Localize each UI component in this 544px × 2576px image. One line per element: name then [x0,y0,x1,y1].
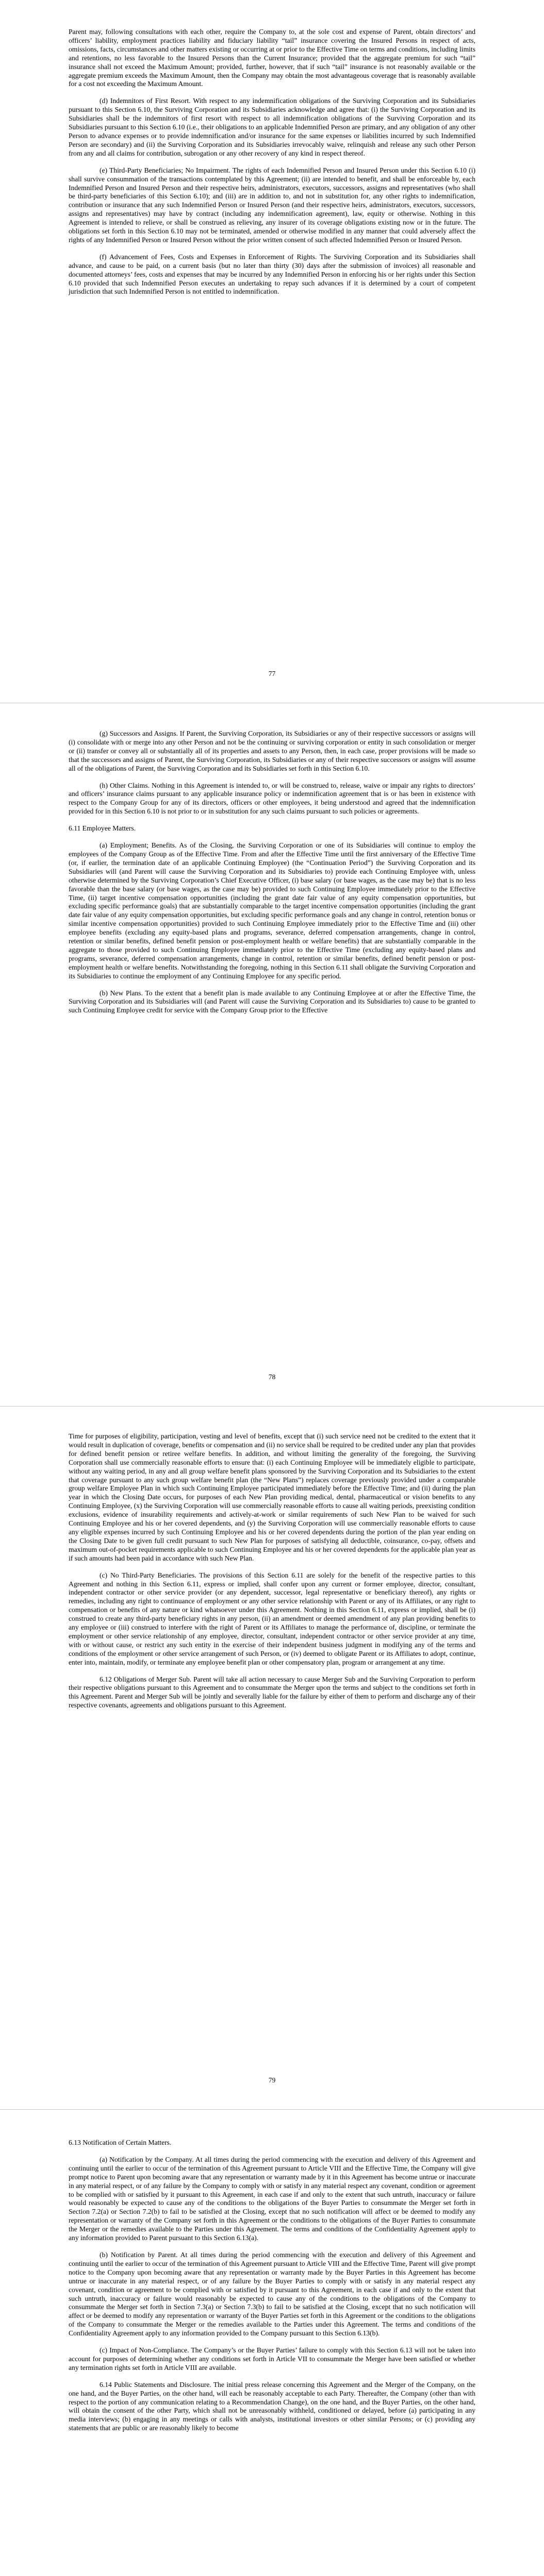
paragraph: Parent may, following consultations with each other, require the Company to, at the sole cost and expense of Parent, obtain directors’ and officers’ liability, employment practices liability and fiduciary liability “tail” insurance covering the Insured Persons in respect of acts, omissions, facts, circumstances and other matters existing or occurring at or prior to the Effective Time on terms and conditions, including limits and retentions, no less favorable to the Insured Persons than the Current Insurance; provided that the aggregate premium for such “tail” insurance shall not exceed the Maximum Amount; provided, further, however, that if such “tail” insurance is not reasonably available or the aggregate premium exceeds the Maximum Amount, then the Company may obtain the most advantageous coverage that is reasonably available for a cost not exceeding the Maximum Amount. [69,28,475,88]
paragraph-impact-of-non-compliance: (c) Impact of Non-Compliance. The Company’s or the Buyer Parties’ failure to comply with this Section 6.13 will not be taken into account for purposes of determining whether any conditions set forth in Article VII to consummate the Merger have been satisfied or whether any termination rights set forth in Article VIII are available. [69,2346,475,2371]
paragraph-notification-by-parent: (b) Notification by Parent. At all times during the period commencing with the execution and delivery of this Agreement and continuing until the earlier to occur of the termination of this Agreement pursuant to Article VIII and the Effective Time, Parent will give prompt notice to the Company upon becoming aware that any representation or warranty made by the Buyer Parties in this Agreement has become untrue or inaccurate in any material respect, or of any failure by the Buyer Parties to comply with or satisfy in any material respect any covenant, condition or agreement to be complied with or satisfied by it pursuant to this Agreement, in each case if and only to the extent that such untruth, inaccuracy or failure would reasonably be expected to cause any of the conditions to the obligations of the Company to consummate the Merger set forth in Section 7.3(a) or Section 7.3(b) to fail to be satisfied at the Closing, except that no such notification will affect or be deemed to modify any representation or warranty of the Buyer Parties set forth in this Agreement or the conditions to the obligations of the Company to consummate the Merger or the remedies available to the Parties under this Agreement. The terms and conditions of the Confidentiality Agreement apply to any information provided to the Company pursuant to this Section 6.13(b). [69,2250,475,2337]
page-number: 77 [268,670,276,677]
paragraph-employment-benefits: (a) Employment; Benefits. As of the Closing, the Surviving Corporation or one of its Subsidiaries will continue to employ the employees of the Company Group as of the Effective Time. From and after the Effective Time until the first anniversary of the Effective Time (or, if earlier, the termination date of an applicable Continuing Employee) (the “Continuation Period”) the Surviving Corporation and its Subsidiaries will (and Parent will cause the Surviving Corporation and its Subsidiaries to) provide each Continuing Employee with, unless otherwise determined by the Surviving Corporation’s Chief Executive Officer, (i) base salary (or base wages, as the case may be) that is no less favorable than the base salary (or base wages, as the case may be) provided to such Continuing Employee immediately prior to the Effective Time, (ii) target incentive compensation opportunities (including the grant date fair value of any equity compensation opportunities, but excluding specific performance goals) that are substantially comparable to the target incentive compensation opportunities (including the grant date fair value of any equity compensation opportunities, but excluding specific performance goals and any change in control, retention bonus or similar incentive compensation opportunities) provided to such Continuing Employee immediately prior to the Effective Time and (iii) other employee benefits (excluding any equity-based plans and programs, severance, deferred compensation arrangements, change in control, retention or similar benefits, defined benefit pension or post-employment health or welfare benefits) that are substantially comparable in the aggregate to those provided to such Continuing Employee immediately prior to the Effective Time (excluding any equity-based plans and programs, severance, deferred compensation arrangements, change in control, retention or similar benefits, defined benefit pension or post-employment health or welfare benefits. Notwithstanding the foregoing, nothing in this Section 6.11 shall obligate the Surviving Corporation and its Subsidiaries to continue the employment of any Continuing Employee for any specific period. [69,841,475,980]
paragraph-public-statements: 6.14 Public Statements and Disclosure. The initial press release concerning this Agreement and the Merger of the Company, on the one hand, and the Buyer Parties, on the other hand, will each be reasonably acceptable to each Party. Thereafter, the Company (other than with respect to the portion of any communication relating to a Recommendation Change), on the one hand, and the Buyer Parties, on the other hand, will obtain the consent of the other Party, which shall not be unreasonably withheld, conditioned or delayed, before (a) participating in any media interviews; (b) engaging in any meetings or calls with analysts, institutional investors or other similar Persons; or (c) providing any statements that are public or are reasonably likely to become [69,2380,475,2432]
paragraph-third-party-beneficiaries: (e) Third-Party Beneficiaries; No Impairment. The rights of each Indemnified Person and Insured Person under this Section 6.10 (i) shall survive consummation of the transactions contemplated by this Agreement; (ii) are intended to benefit, and shall be enforceable by, each Indemnified Person and Insured Person and their respective heirs, administrators, executors, successors, assigns and representatives (who shall be third-party beneficiaries of this Section 6.10); and (iii) are in addition to, and not in substitution for, any other rights to indemnification, contribution or insurance that any such Indemnified Person or Insured Person (and their respective heirs, administrators, executors, successors, assigns and representatives) may have by contract (including any indemnification agreement), law, equity or otherwise. Nothing in this Agreement is intended to relieve, or shall be construed as relieving, any insurer of its coverage obligations existing now or in the future. The obligations set forth in this Section 6.10 may not be terminated, amended or otherwise modified in any manner that could adversely affect the rights of any Indemnified Person or Insured Person without the prior written consent of such affected Indemnified Person or Insured Person. [69,166,475,244]
paragraph-advancement-of-fees: (f) Advancement of Fees, Costs and Expenses in Enforcement of Rights. The Surviving Corporation and its Subsidiaries shall advance, and cause to be paid, on a current basis (but no later than thirty (30) days after the submission of invoices) all reasonable and documented attorneys’ fees, costs and expenses that may be incurred by any Indemnified Person in enforcing his or her rights under this Section 6.10 provided that such Indemnified Person executes an undertaking to repay such advances if it is determined by a court of competent jurisdiction that such Indemnified Person is not entitled to indemnification. [69,252,475,296]
paragraph-notification-by-company: (a) Notification by the Company. At all times during the period commencing with the execution and delivery of this Agreement and continuing until the earlier to occur of the termination of this Agreement pursuant to Article VIII and the Effective Time, the Company will give prompt notice to Parent upon becoming aware that any representation or warranty made by it in this Agreement has become untrue or inaccurate in any material respect, or of any failure by the Company to comply with or satisfy in any material respect any covenant, condition or agreement to be complied with or satisfied by it pursuant to this Agreement, in each case if and only to the extent that such untruth, inaccuracy or failure would reasonably be expected to cause any of the conditions to the obligations of the Buyer Parties to consummate the Merger set forth in Section 7.2(a) or Section 7.2(b) to fail to be satisfied at the Closing, except that no such notification will affect or be deemed to modify any representation or warranty of the Company set forth in this Agreement or the conditions to the obligations of the Buyer Parties to consummate the Merger or the remedies available to the Parties under this Agreement. The terms and conditions of the Confidentiality Agreement apply to any information provided to Parent pursuant to this Section 6.13(a). [69,2155,475,2242]
document-page-80 [0,2110,544,2576]
paragraph: Time for purposes of eligibility, participation, vesting and level of benefits, except that (i) such service need not be credited to the extent that it would result in duplication of coverage, benefits or compensation and (ii) no service shall be required to be credited under any plan that provides for defined benefit pension or retiree welfare benefits. In addition, and without limiting the generality of the foregoing, the Surviving Corporation shall use commercially reasonable efforts to ensure that: (i) each Continuing Employee will be immediately eligible to participate, without any waiting period, in any and all group welfare benefit plans sponsored by the Surviving Corporation and its Subsidiaries to the extent that coverage pursuant to any such group welfare benefit plan (the “New Plans”) replaces coverage previously provided under a comparable group welfare Employee Plan in which such Continuing Employee participated immediately before the Effective Time; and (ii) during the plan year in which the Closing Date occurs, for purposes of each New Plan providing medical, dental, pharmaceutical or vision benefits to any Continuing Employee, (x) the Surviving Corporation will use commercially reasonable efforts to cause all waiting periods, preexisting condition exclusions, evidence of insurability requirements and actively-at-work or similar requirements of such New Plan to be waived for such Continuing Employee and his or her covered dependents, and (y) the Surviving Corporation will use commercially reasonable efforts to cause any eligible expenses incurred by such Continuing Employee and his or her covered dependents during the portion of the plan year ending on the Closing Date to be given full credit pursuant to such New Plan for purposes of satisfying all deductible, coinsurance, co-pay, offsets and maximum out-of-pocket requirements applicable to such Continuing Employee and his or her covered dependents for the applicable plan year as if such amounts had been paid in accordance with such New Plan. [69,1432,475,1562]
document-page-78 [0,703,544,1406]
section-heading-employee-matters: 6.11 Employee Matters. [69,824,136,833]
paragraph-successors-and-assigns: (g) Successors and Assigns. If Parent, the Surviving Corporation, its Subsidiaries or any of their respective successors or assigns will (i) consolidate with or merge into any other Person and not be the continuing or surviving corporation or entity in such consolidation or merger or (ii) transfer or convey all or substantially all of its properties and assets to any Person, then, in each case, proper provisions will be made so that the successors and assigns of Parent, the Surviving Corporation, its Subsidiaries or any of their respective successors or assigns will assume all of the obligations of Parent, the Surviving Corporation and its Subsidiaries set forth in this Section 6.10. [69,730,475,772]
paragraph-indemnitors-first-resort: (d) Indemnitors of First Resort. With respect to any indemnification obligations of the Surviving Corporation and its Subsidiaries pursuant to this Section 6.10, the Surviving Corporation and its Subsidiaries acknowledge and agree that: (i) the Surviving Corporation and its Subsidiaries shall be the indemnitors of first resort with respect to all indemnification obligations of the Surviving Corporation and its Subsidiaries pursuant to this Section 6.10 (i.e., their obligations to an applicable Indemnified Person are primary, and any obligation of any other Person to advance expenses or to provide indemnification and/or insurance for the same expenses or liabilities incurred by such Indemnified Person are secondary) and (ii) the Surviving Corporation and its Subsidiaries irrevocably waive, relinquish and release any such other Person from any and all claims for contribution, subrogation or any other recovery of any kind in respect thereof. [69,97,475,157]
section-heading-notification: 6.13 Notification of Certain Matters. [69,2139,172,2146]
page-number: 78 [268,1373,276,1381]
paragraph-other-claims: (h) Other Claims. Nothing in this Agreement is intended to, or will be construed to, release, waive or impair any rights to directors’ and officers’ insurance claims pursuant to any applicable insurance policy or indemnification agreement that is or has been in existence with respect to the Company Group for any of its directors, officers or other employees, it being understood and agreed that the indemnification provided for in this Section 6.10 is not prior to or in substitution for any such claims pursuant to such policies or agreements. [69,781,475,816]
page-number: 79 [268,2076,276,2084]
paragraph-no-third-party-beneficiaries: (c) No Third-Party Beneficiaries. The provisions of this Section 6.11 are solely for the benefit of the respective parties to this Agreement and nothing in this Section 6.11, express or implied, shall confer upon any current or former employee, director, consultant, independent contractor or other service provider (or any dependent, successor, legal representative or beneficiary thereof), any rights or remedies, including any right to continuance of employment or any other service relationship with Parent or any of its Affiliates, or any right to compensation or benefits of any nature or kind whatsoever under this Agreement. Nothing in this Section 6.11, express or implied, shall be (i) construed to create any third-party beneficiary rights in any person, (ii) an amendment or deemed amendment of any plan providing benefits to any employee or (iii) construed to interfere with the right of Parent or its Affiliates to manage the performance of, discipline, or terminate the employment or other service relationship of any employee, director, consultant, independent contractor or other service provider at any time, with or without cause, or restrict any such entity in the exercise of their independent business judgment in modifying any of the terms and conditions of the employment or other service arrangement of such Person, or (iv) deemed to obligate Parent or its Affiliates to adopt, continue, enter into, maintain, modify, or terminate any employee benefit plan or other compensatory plan, program or arrangement at any time. [69,1571,475,1666]
paragraph-new-plans: (b) New Plans. To the extent that a benefit plan is made available to any Continuing Employee at or after the Effective Time, the Surviving Corporation and its Subsidiaries will (and Parent will cause the Surviving Corporation and its Subsidiaries to) cause to be granted to such Continuing Employee credit for service with the Company Group prior to the Effective [69,989,475,1014]
document-page-79 [0,1406,544,2110]
paragraph-obligations-of-merger-sub: 6.12 Obligations of Merger Sub. Parent will take all action necessary to cause Merger Sub and the Surviving Corporation to perform their respective obligations pursuant to this Agreement and to consummate the Merger upon the terms and subject to the conditions set forth in this Agreement. Parent and Merger Sub will be jointly and severally liable for the failure by either of them to perform and discharge any of their respective covenants, agreements and obligations pursuant to this Agreement. [69,1675,475,1709]
document-page-77 [0,0,544,703]
